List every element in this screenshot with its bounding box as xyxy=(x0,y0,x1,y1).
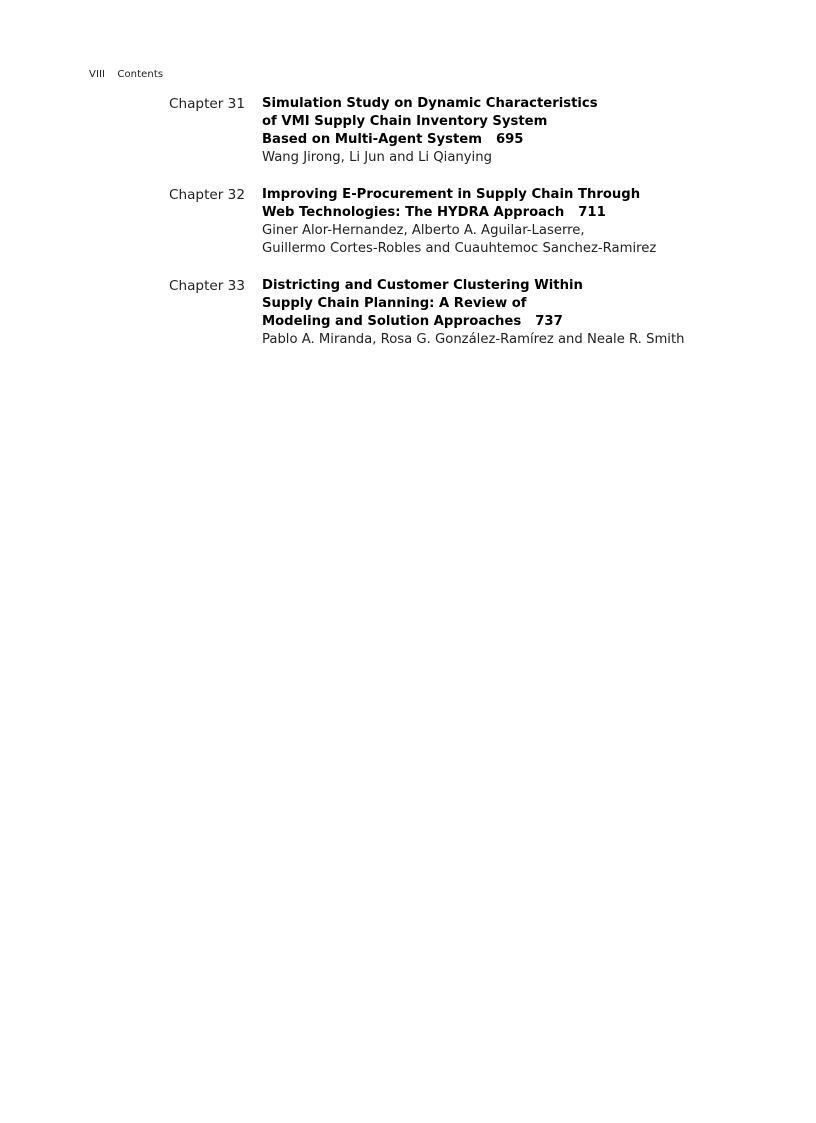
toc-entry xyxy=(169,95,769,167)
chapter-title-line[interactable]: Supply Chain Planning: A Review of xyxy=(262,296,527,311)
chapter-authors: Pablo A. Miranda, Rosa G. González-Ramírez and Neale R. Smith xyxy=(262,332,685,347)
entry-body xyxy=(262,95,769,167)
chapter-label: Chapter 31 xyxy=(169,96,245,112)
chapter-title-line[interactable]: Simulation Study on Dynamic Characteristics xyxy=(262,96,598,111)
chapter-title-line[interactable]: Districting and Customer Clustering Within xyxy=(262,278,583,293)
toc-entry xyxy=(169,186,769,258)
page-folio: VIII xyxy=(89,69,106,80)
running-head-section: Contents xyxy=(117,69,164,80)
chapter-label: Chapter 33 xyxy=(169,278,245,294)
chapter-title-line[interactable]: Improving E-Procurement in Supply Chain Through xyxy=(262,187,641,202)
chapter-title-line[interactable]: Based on Multi-Agent System xyxy=(262,132,482,147)
entry-body xyxy=(262,186,769,258)
chapter-label: Chapter 32 xyxy=(169,187,245,203)
chapter-authors: Giner Alor-Hernandez, Alberto A. Aguilar-Laserre, xyxy=(262,223,585,238)
chapter-authors: Wang Jirong, Li Jun and Li Qianying xyxy=(262,150,492,165)
page-number: 695 xyxy=(495,132,524,147)
toc-entry xyxy=(169,277,769,349)
running-head xyxy=(89,69,163,80)
chapter-title-line[interactable]: of VMI Supply Chain Inventory System xyxy=(262,114,548,129)
chapter-title-line[interactable]: Modeling and Solution Approaches xyxy=(262,314,522,329)
chapter-title-last-line[interactable] xyxy=(262,313,769,331)
chapter-title-last-line[interactable] xyxy=(262,131,769,149)
page-number: 711 xyxy=(578,205,606,220)
table-of-contents xyxy=(169,95,769,368)
chapter-authors: Guillermo Cortes-Robles and Cuauhtemoc Sanchez-Ramirez xyxy=(262,241,657,256)
page-number: 737 xyxy=(535,314,563,329)
entry-body xyxy=(262,277,769,349)
chapter-title-last-line[interactable] xyxy=(262,204,769,222)
chapter-title-line[interactable]: Web Technologies: The HYDRA Approach xyxy=(262,205,565,220)
